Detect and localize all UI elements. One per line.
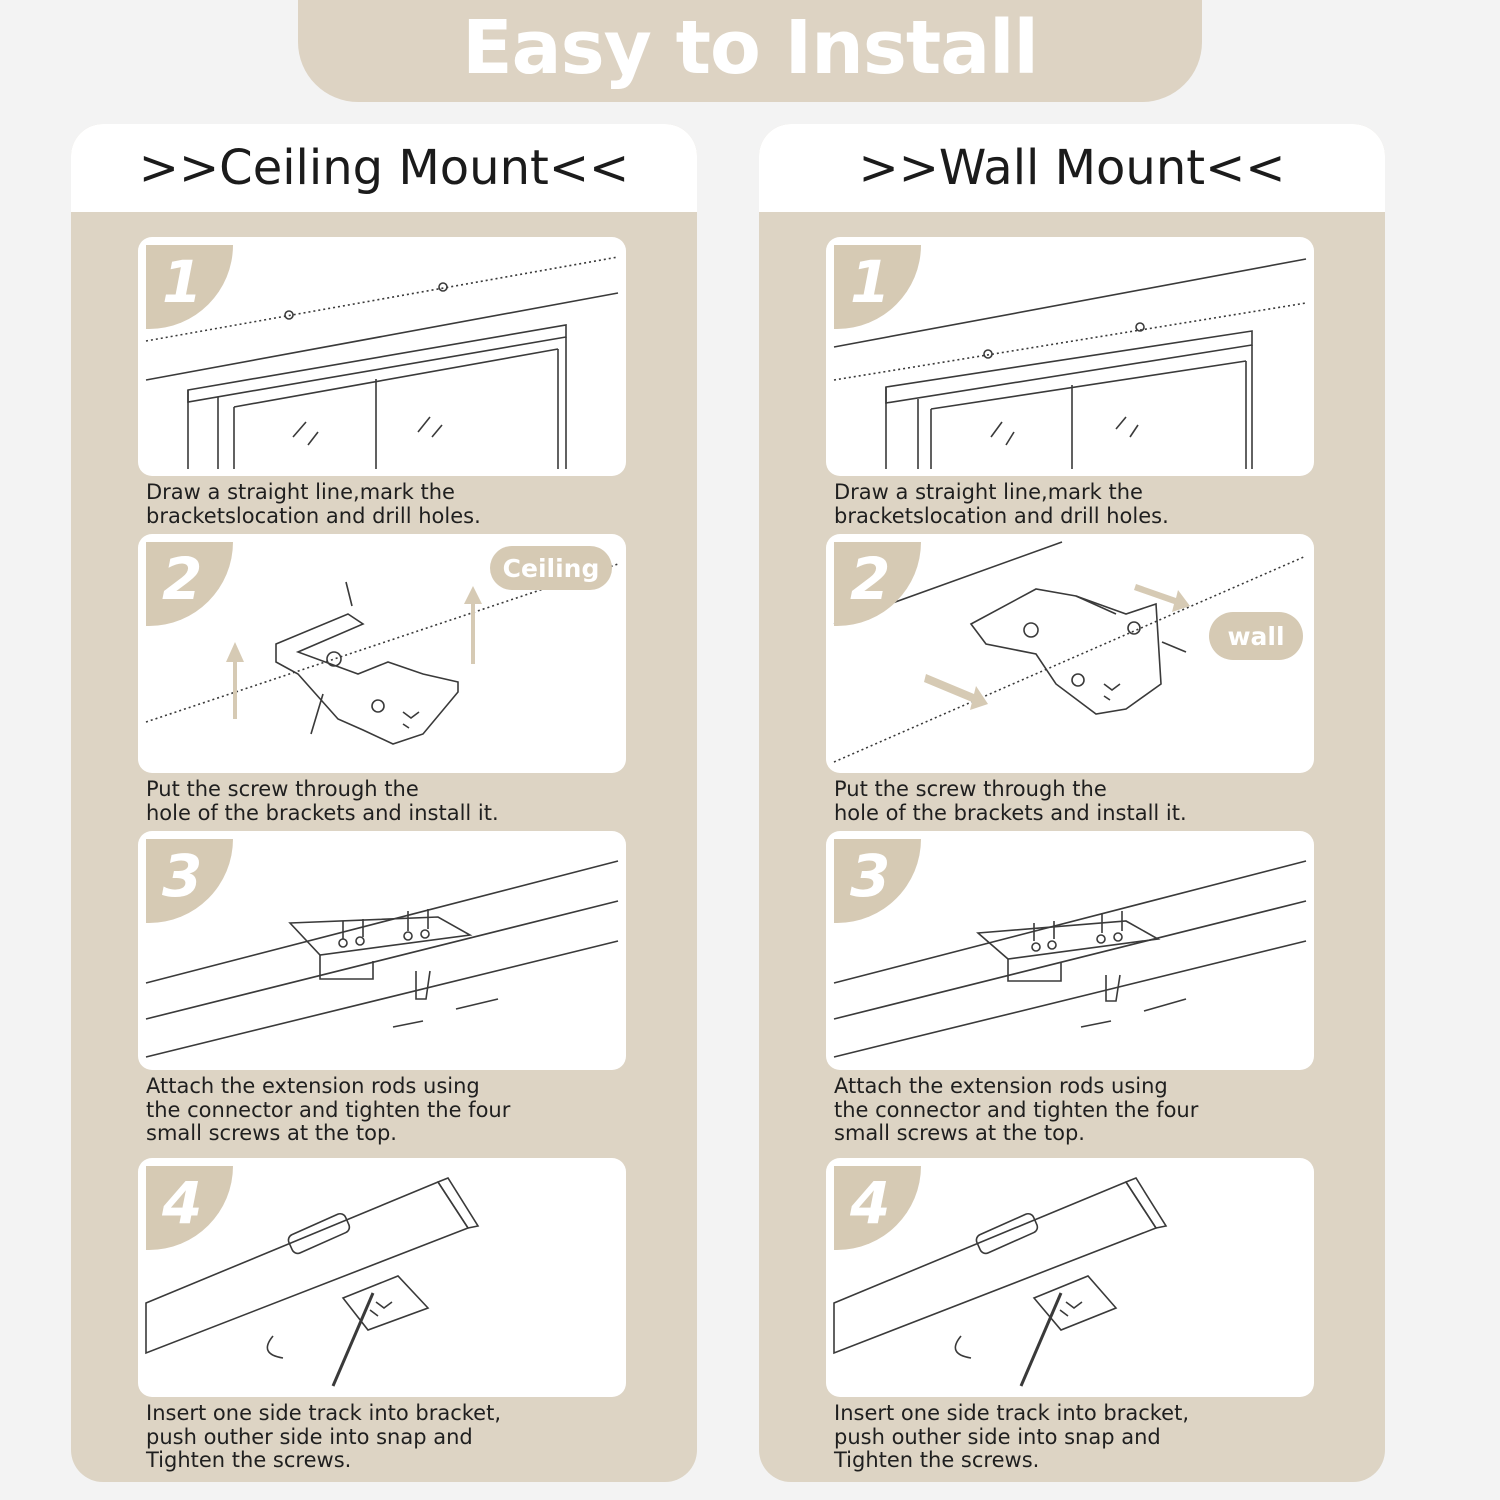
step-number: 3 (850, 842, 891, 910)
wall-mount-title: >>Wall Mount<< (858, 140, 1286, 196)
step-number: 1 (162, 248, 203, 316)
wall-step-3-text: Attach the extension rods using the connector and tighten the four small screws at the top. (834, 1074, 1199, 1145)
step-number: 4 (162, 1169, 203, 1237)
wall-step-3-card (826, 831, 1314, 1070)
wall-mount-panel (759, 124, 1385, 1482)
step-number: 2 (850, 545, 891, 613)
ceiling-step-1-text: Draw a straight line,mark the bracketslocation and drill holes. (146, 480, 481, 528)
page-title: Easy to Install (462, 5, 1038, 91)
wall-step-1-card (826, 237, 1314, 476)
ceiling-label-pill: Ceiling (490, 546, 612, 590)
wall-mount-header (759, 124, 1385, 212)
ceiling-mount-title: >>Ceiling Mount<< (138, 140, 630, 196)
wall-step-2-card (826, 534, 1314, 773)
ceiling-mount-panel (71, 124, 697, 1482)
ceiling-step-3-card (138, 831, 626, 1070)
ceiling-step-1-card (138, 237, 626, 476)
step-number: 3 (162, 842, 203, 910)
ceiling-step-2-text: Put the screw through the hole of the brackets and install it. (146, 777, 499, 825)
wall-step-1-text: Draw a straight line,mark the bracketslocation and drill holes. (834, 480, 1169, 528)
step-number: 2 (162, 545, 203, 613)
ceiling-step-4-text: Insert one side track into bracket, push outher side into snap and Tighten the screws. (146, 1401, 502, 1472)
step-number: 1 (850, 248, 891, 316)
wall-step-4-card (826, 1158, 1314, 1397)
ceiling-mount-header (71, 124, 697, 212)
ceiling-step-2-card (138, 534, 626, 773)
wall-label-pill: wall (1209, 612, 1303, 660)
ceiling-step-4-card (138, 1158, 626, 1397)
title-banner (298, 0, 1202, 102)
ceiling-step-3-text: Attach the extension rods using the connector and tighten the four small screws at the top. (146, 1074, 511, 1145)
step-number: 4 (850, 1169, 891, 1237)
wall-step-2-text: Put the screw through the hole of the brackets and install it. (834, 777, 1187, 825)
wall-step-4-text: Insert one side track into bracket, push outher side into snap and Tighten the screws. (834, 1401, 1190, 1472)
